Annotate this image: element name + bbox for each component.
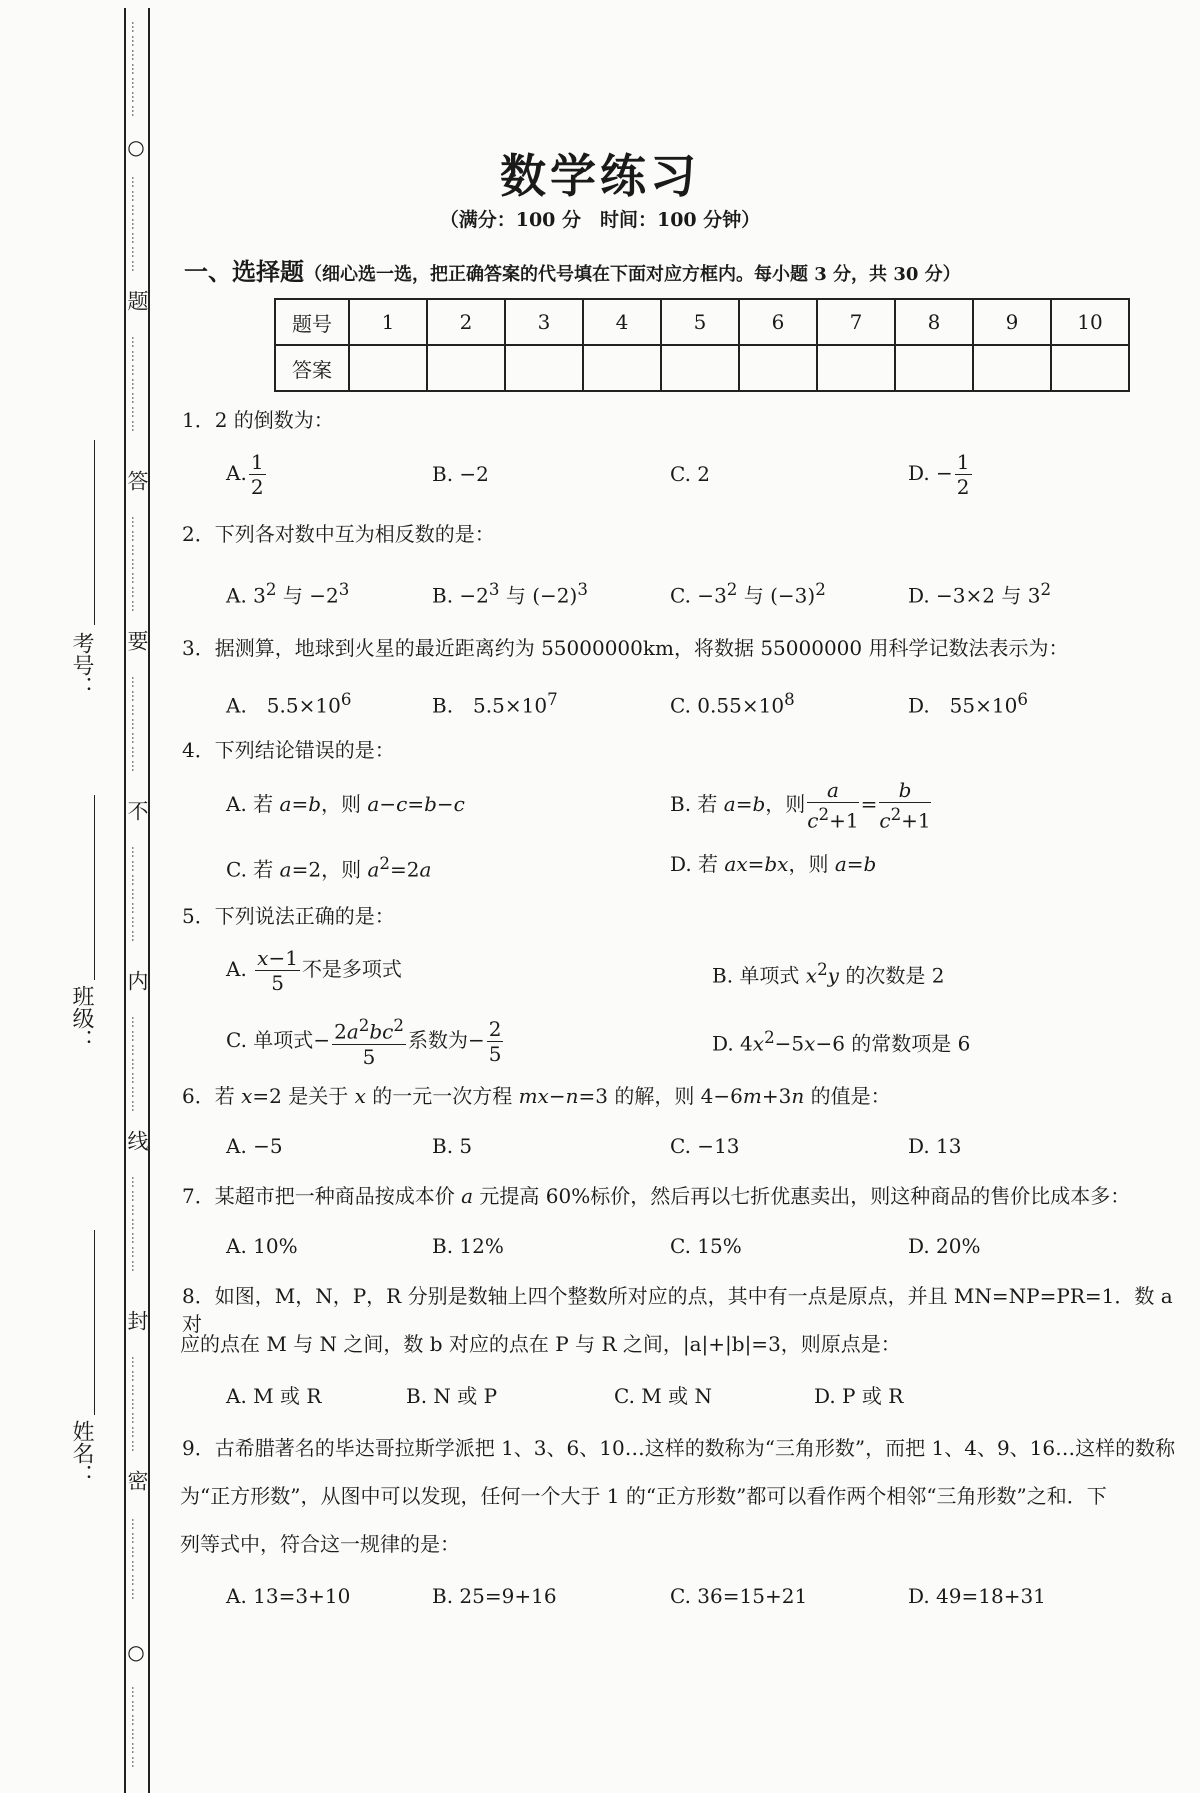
question-7: 7．某超市把一种商品按成本价 a 元提高 60%标价，然后再以七折优惠卖出，则这种商品的售价比成本多： [182,1184,1131,1208]
exam-no-label: 考号： [69,632,94,698]
option-d: D. $4x^2-5x-6$ 的常数项是 6 [712,1028,971,1056]
option-a: A. −5 [226,1134,283,1158]
binding-dots: ………………… [129,1176,143,1274]
answer-cell[interactable] [583,345,661,391]
answer-cell[interactable] [1051,345,1129,391]
option-b: B. $-2^3$ 与 $(-2)^3$ [432,580,588,608]
binding-char: 密 [125,1470,149,1491]
binding-dots: ………………… [129,21,143,119]
question-5: 5．下列说法正确的是： [182,904,395,928]
option-c: C. $-3^2$ 与 $(-3)^2$ [670,580,826,608]
binding-dots: ……………… [129,1685,143,1770]
option-a: A. 若 a=b，则 a−c=b−c [226,792,465,816]
option-b: B. 25=9+16 [432,1584,557,1608]
answer-cell[interactable] [895,345,973,391]
table-cell: 5 [661,299,739,345]
table-cell: 1 [349,299,427,345]
class-line [94,795,95,980]
section-heading [184,252,961,287]
option-b: B. $5.5\times 10^7$ [432,690,558,718]
binding-char: 内 [125,970,149,991]
option-d: D. 20% [908,1234,981,1258]
table-cell: 10 [1051,299,1129,345]
binding-circle: ○ [127,1640,145,1664]
binding-dots: ………………… [129,676,143,774]
question-8-line1: 8．如图，M，N，P，R 分别是数轴上四个整数所对应的点，其中有一点是原点，并且 MN=NP=PR=1．数 a 对 [182,1284,1173,1336]
option-c: C. −13 [670,1134,740,1158]
option-c: C. M 或 N [614,1384,712,1408]
option-c: C. 若 a=2，则 $a^2=2a$ [226,854,432,882]
page-title: 数学练习 [500,149,700,203]
option-b: B. −2 [432,462,489,486]
binding-dots: ………………… [129,1016,143,1114]
binding-char: 线 [125,1130,149,1151]
binding-dots: ………………… [129,1356,143,1454]
binding-char: 要 [125,630,149,651]
table-head-cell: 答案 [275,345,349,391]
answer-cell[interactable] [973,345,1051,391]
question-4: 4．下列结论错误的是： [182,738,395,762]
option-b: B. 单项式 $x^2y$ 的次数是 2 [712,960,945,988]
option-b: B. 若 a=b，则 $\frac{a}{c^2+1}$ = $\frac{b}{c^2+1}$ [670,778,931,833]
binding-char: 题 [125,290,149,311]
name-line [94,1230,95,1415]
question-1: 1．2 的倒数为： [182,408,334,432]
table-cell: 3 [505,299,583,345]
binding-dots: ……………… [129,1518,143,1602]
option-d: D. − $\frac{1}{2}$ [908,450,970,499]
question-3: 3．据测算，地球到火星的最近距离约为 55000000km，将数据 55000000 用科学记数法表示为： [182,636,1069,660]
binding-dots: ………………… [129,176,143,274]
option-d: D. P 或 R [814,1384,904,1408]
option-c: C. 15% [670,1234,742,1258]
question-6: 6．若 x=2 是关于 x 的一元一次方程 mx−n=3 的解，则 4−6m+3n 的值是： [182,1084,891,1108]
option-c: C. 单项式− $\frac{2a^2bc^2}{5}$ 系数为− $\frac{2}{5}$ [226,1016,502,1069]
option-c: C. $0.55\times 10^8$ [670,690,795,718]
table-head-cell: 题号 [275,299,349,345]
table-cell: 9 [973,299,1051,345]
answer-cell[interactable] [661,345,739,391]
question-8-line2: 应的点在 M 与 N 之间，数 b 对应的点在 P 与 R 之间，|a|+|b|=3，则原点是： [180,1332,901,1356]
option-a: A. $5.5\times 10^6$ [226,690,352,718]
option-c: C. 36=15+21 [670,1584,808,1608]
table-row [275,345,1129,391]
option-c: C. 2 [670,462,711,486]
option-a: A. $3^2$ 与 $-2^3$ [226,580,350,608]
option-a: A. $\frac{x-1}{5}$ 不是多项式 [226,946,402,995]
question-9-line3: 列等式中，符合这一规律的是： [180,1532,460,1556]
option-a: A. 13=3+10 [226,1584,351,1608]
question-9-line2: 为“正方形数”，从图中可以发现，任何一个大于 1 的“正方形数”都可以看作两个相邻“三角形数”之和．下 [180,1484,1107,1508]
class-label: 班级： [69,985,94,1051]
exam-no-line [94,440,95,625]
option-b: B. N 或 P [406,1384,498,1408]
question-9-line1: 9．古希腊著名的毕达哥拉斯学派把 1、3、6、10…这样的数称为“三角形数”，而把 1、4、9、16…这样的数称 [182,1436,1176,1460]
option-b: B. 5 [432,1134,473,1158]
table-cell: 7 [817,299,895,345]
table-cell: 8 [895,299,973,345]
table-cell: 4 [583,299,661,345]
binding-char: 答 [125,470,149,491]
table-row [275,299,1129,345]
option-d: D. 若 ax=bx，则 a=b [670,852,877,876]
binding-char: 不 [125,800,149,821]
binding-dots: ………………… [129,336,143,434]
option-b: B. 12% [432,1234,504,1258]
option-d: D. 49=18+31 [908,1584,1046,1608]
answer-cell[interactable] [349,345,427,391]
option-d: D. 13 [908,1134,962,1158]
binding-circle: ○ [127,135,145,159]
table-cell: 6 [739,299,817,345]
answer-cell[interactable] [427,345,505,391]
binding-dots: ………………… [129,846,143,944]
answer-cell[interactable] [739,345,817,391]
question-2: 2．下列各对数中互为相反数的是： [182,522,495,546]
page-subtitle: （满分：100 分 时间：100 分钟） [439,209,761,231]
table-cell: 2 [427,299,505,345]
option-a: A. $\frac{1}{2}$ [226,450,264,499]
option-a: A. M 或 R [226,1384,322,1408]
binding-dots: ………………… [129,516,143,614]
option-d: D. $55\times 10^6$ [908,690,1028,718]
binding-char: 封 [125,1310,149,1331]
option-d: D. −3×2 与 $3^2$ [908,580,1052,608]
answer-table [274,298,1130,392]
section-title: 一、选择题 [184,257,304,286]
answer-cell[interactable] [817,345,895,391]
name-label: 姓名： [69,1420,94,1486]
option-a: A. 10% [226,1234,298,1258]
section-note: （细心选一选，把正确答案的代号填在下面对应方框内。每小题 3 分，共 30 分） [304,264,961,285]
answer-cell[interactable] [505,345,583,391]
